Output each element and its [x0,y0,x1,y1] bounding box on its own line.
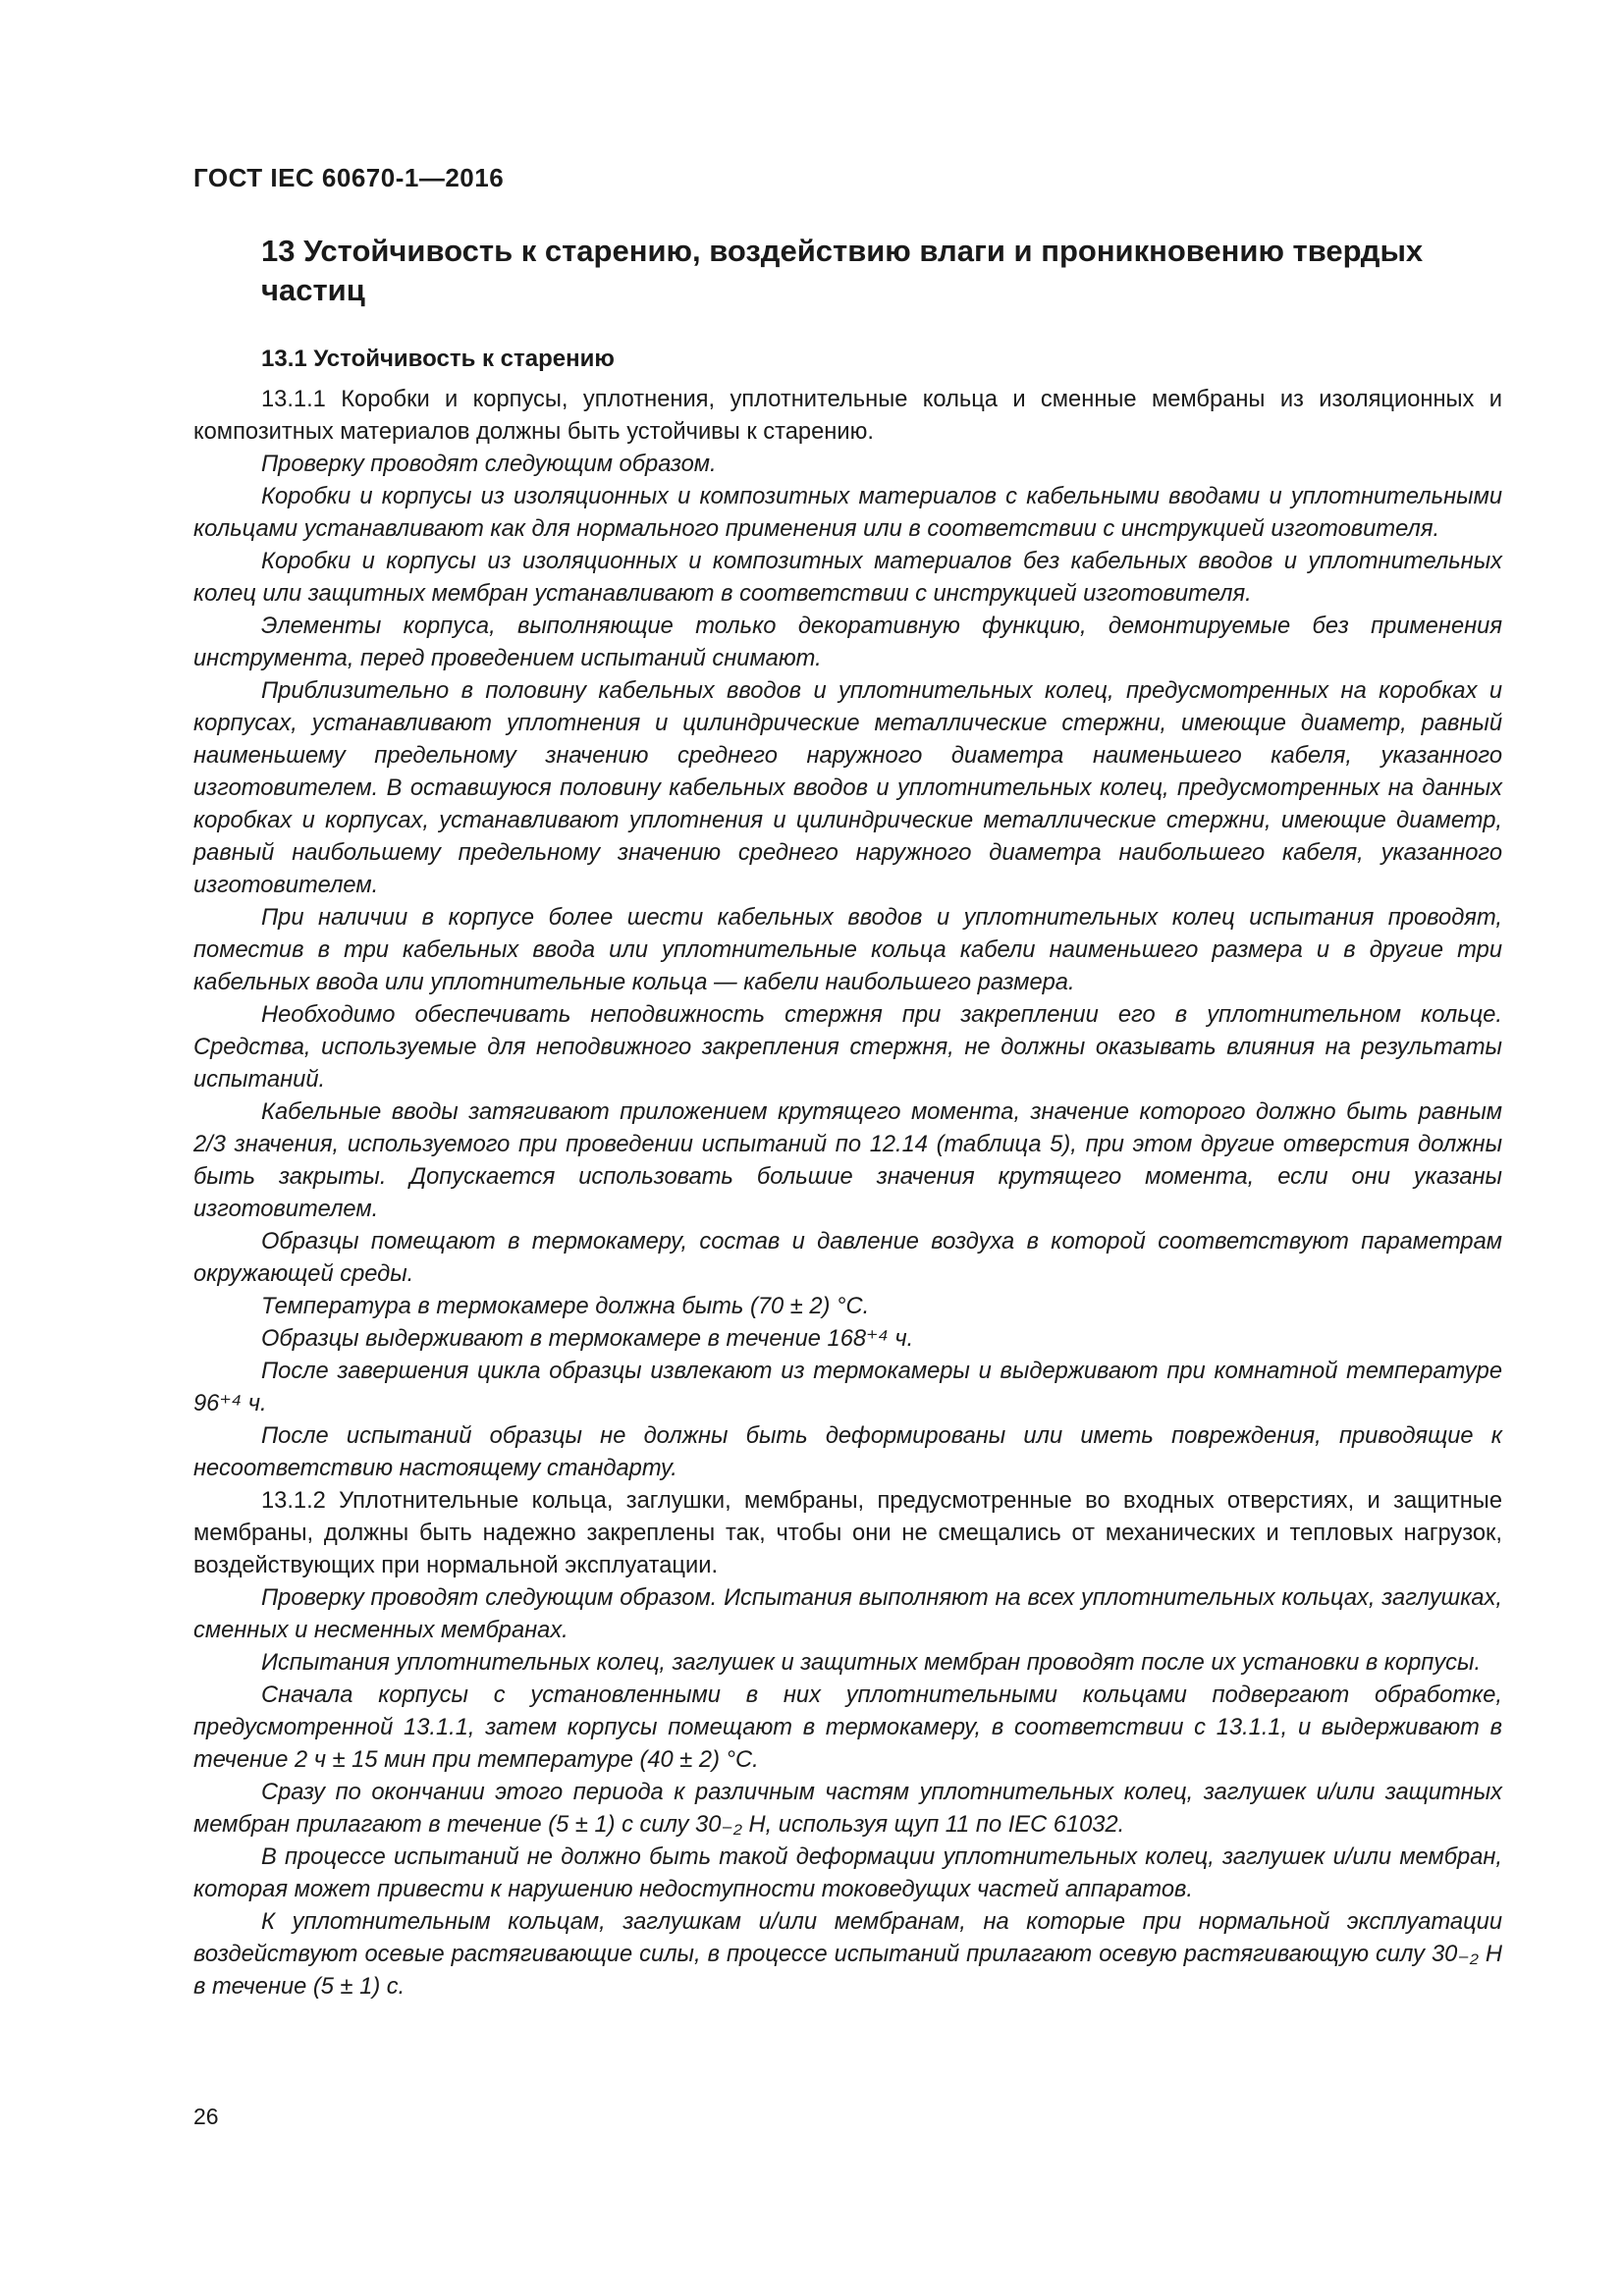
paragraph: Кабельные вводы затягивают приложением крутящего момента, значение которого должно быть равным 2/3 значения, используемого при проведении испытаний по 12.14 (таблица 5), при этом другие отверстия должны быть закрыты. Допускается использовать большие значения крутящего момента, если они указаны изготовителем. [193,1099,1502,1222]
paragraph: Сначала корпусы с установленными в них уплотнительными кольцами подвергают обработке, предусмотренной 13.1.1, затем корпусы помещают в термокамеру, в соответствии с 13.1.1, и выдерживают в течение 2 ч ± 15 мин при температуре (40 ± 2) °С. [193,1682,1502,1773]
paragraph: Коробки и корпусы из изоляционных и композитных материалов с кабельными вводами и уплотнительными кольцами устанавливают как для нормального применения или в соответствии с инструкцией изготовителя. [193,484,1502,542]
paragraph: В процессе испытаний не должно быть такой деформации уплотнительных колец, заглушек и/или мембран, которая может привести к нарушению недоступности токоведущих частей аппаратов. [193,1844,1502,1902]
paragraph: Необходимо обеспечивать неподвижность стержня при закреплении его в уплотнительном кольце. Средства, используемые для неподвижного закрепления стержня, не должны оказывать влияния на результаты испытаний. [193,1002,1502,1093]
paragraph: После завершения цикла образцы извлекают из термокамеры и выдерживают при комнатной температуре 96⁺⁴ ч. [193,1359,1502,1416]
document-code: ГОСТ IEC 60670-1—2016 [193,163,505,192]
paragraph: После испытаний образцы не должны быть деформированы или иметь повреждения, приводящие к несоответствию настоящему стандарту. [193,1423,1502,1481]
paragraph: Проверку проводят следующим образом. [261,452,717,477]
paragraph: Коробки и корпусы из изоляционных и композитных материалов без кабельных вводов и уплотнительных колец или защитных мембран устанавливают в соответствии с инструкцией изготовителя. [193,549,1502,607]
section-title: 13 Устойчивость к старению, воздействию влаги и проникновению твердых частиц [261,234,1424,307]
paragraph: Испытания уплотнительных колец, заглушек и защитных мембран проводят после их установки в корпусы. [261,1650,1482,1676]
page-number: 26 [193,2104,219,2129]
paragraph: При наличии в корпусе более шести кабельных вводов и уплотнительных колец испытания проводят, поместив в три кабельных ввода или уплотнительные кольца кабели наименьшего размера и в другие три кабельных ввода или уплотнительные кольца — кабели наибольшего размера. [193,905,1502,995]
body-text [193,384,1502,2003]
paragraph: Проверку проводят следующим образом. Испытания выполняют на всех уплотнительных кольцах, заглушках, сменных и несменных мембранах. [193,1585,1502,1643]
paragraph: 13.1.2 Уплотнительные кольца, заглушки, мембраны, предусмотренные во входных отверстиях, и защитные мембраны, должны быть надежно закреплены так, чтобы они не смещались от механических и тепловых нагрузок, воздействующих при нормальной эксплуатации. [193,1488,1502,1578]
paragraph: Образцы выдерживают в термокамере в течение 168⁺⁴ ч. [261,1326,914,1352]
paragraph: К уплотнительным кольцам, заглушкам и/или мембранам, на которые при нормальной эксплуатации воздействуют осевые растягивающие силы, в процессе испытаний прилагают осевую растягивающую силу 30₋₂ Н в течение (5 ± 1) с. [193,1909,1502,2000]
paragraph: Сразу по окончании этого периода к различным частям уплотнительных колец, заглушек и/или защитных мембран прилагают в течение (5 ± 1) с силу 30₋₂ Н, используя щуп 11 по IEC 61032. [193,1780,1502,1838]
subsection-title: 13.1 Устойчивость к старению [261,346,615,372]
paragraph: Образцы помещают в термокамеру, состав и давление воздуха в которой соответствуют параметрам окружающей среды. [193,1229,1502,1287]
paragraph: Приблизительно в половину кабельных вводов и уплотнительных колец, предусмотренных на коробках и корпусах, устанавливают уплотнения и цилиндрические металлические стержни, имеющие диаметр, равный наименьшему предельному значению среднего наружного диаметра наименьшего кабеля, указанного изготовителем. В оставшуюся половину кабельных вводов и уплотнительных колец, предусмотренных на данных коробках и корпусах, устанавливают уплотнения и цилиндрические металлические стержни, имеющие диаметр, равный наибольшему предельному значению среднего наружного диаметра наибольшего кабеля, указанного изготовителем. [193,678,1502,898]
paragraph: Элементы корпуса, выполняющие только декоративную функцию, демонтируемые без применения инструмента, перед проведением испытаний снимают. [193,614,1502,671]
paragraph: Температура в термокамере должна быть (70 ± 2) °С. [261,1294,870,1319]
paragraph: 13.1.1 Коробки и корпусы, уплотнения, уплотнительные кольца и сменные мембраны из изоляционных и композитных материалов должны быть устойчивы к старению. [193,387,1502,445]
